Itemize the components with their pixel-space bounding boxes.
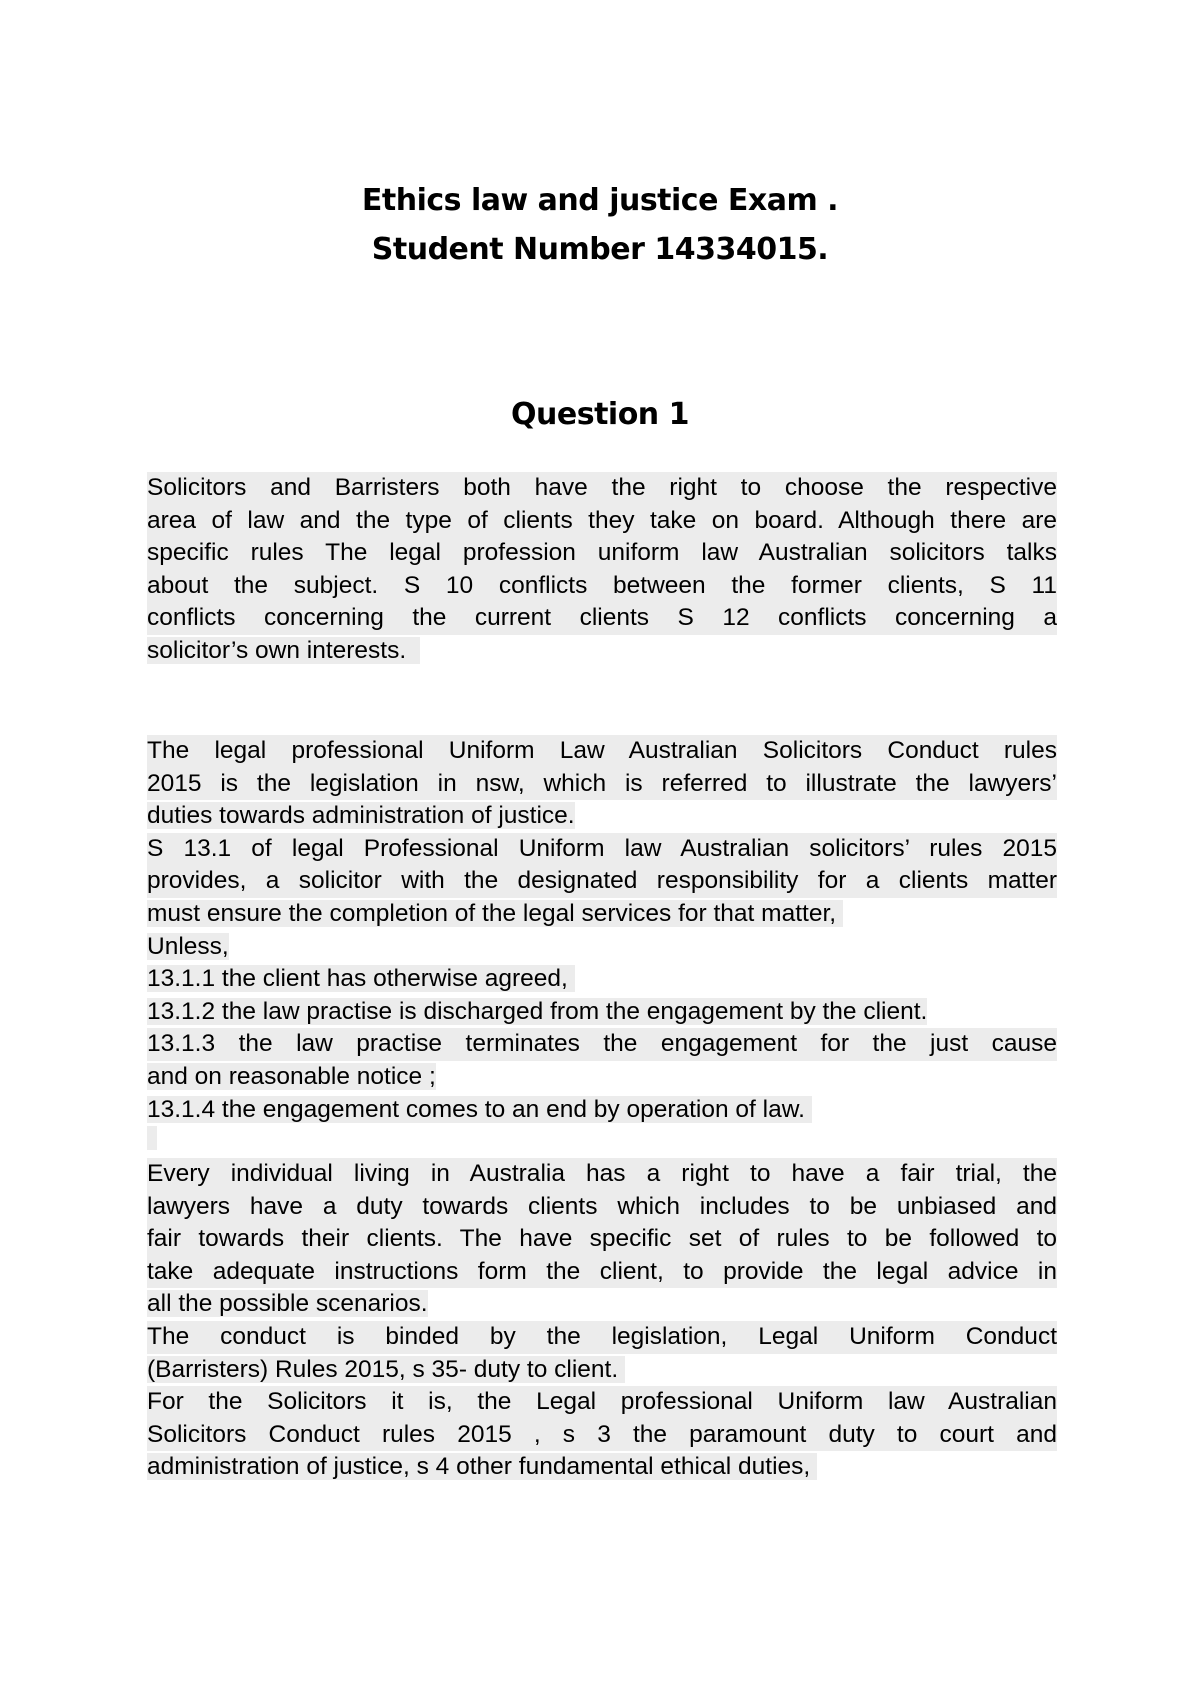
- paragraph-line: take adequate instructions form the client, to provide the legal advice in: [147, 1256, 1057, 1289]
- paragraph-line: Unless,: [147, 932, 229, 960]
- paragraph-line: 13.1.2 the law practise is discharged from the engagement by the client.: [147, 997, 928, 1025]
- paragraph-line: administration of justice, s 4 other fundamental ethical duties,: [147, 1453, 811, 1481]
- paragraph-line: The conduct is binded by the legislation, Legal Uniform Conduct: [147, 1321, 1057, 1354]
- paragraph-line: and on reasonable notice ;: [147, 1062, 436, 1090]
- paragraph-line: For the Solicitors it is, the Legal professional Uniform law Australian: [147, 1386, 1057, 1419]
- paragraph-line: (Barristers) Rules 2015, s 35- duty to client.: [147, 1355, 619, 1383]
- paragraph-line: area of law and the type of clients they take on board. Although there are: [147, 505, 1057, 538]
- paragraph-line: 13.1.3 the law practise terminates the engagement for the just cause: [147, 1028, 1057, 1061]
- paragraph-line: fair towards their clients. The have specific set of rules to be followed to: [147, 1223, 1057, 1256]
- paragraph-2: [147, 735, 1057, 1150]
- student-number: Student Number 14334015.: [371, 232, 829, 267]
- paragraph-line: The legal professional Uniform Law Australian Solicitors Conduct rules: [147, 735, 1057, 768]
- paragraph-line: lawyers have a duty towards clients which includes to be unbiased and: [147, 1191, 1057, 1224]
- paragraph-line: duties towards administration of justice.: [147, 802, 575, 830]
- paragraph-line: provides, a solicitor with the designated responsibility for a clients matter: [147, 865, 1057, 898]
- paragraph-line: conflicts concerning the current clients S 12 conflicts concerning a: [147, 602, 1057, 635]
- paragraph-line: Solicitors Conduct rules 2015 , s 3 the paramount duty to court and: [147, 1419, 1057, 1452]
- paragraph-line: S 13.1 of legal Professional Uniform law Australian solicitors’ rules 2015: [147, 833, 1057, 866]
- paragraph-line: 13.1.1 the client has otherwise agreed,: [147, 965, 568, 993]
- paragraph-3: [147, 1158, 1057, 1484]
- paragraph-line: solicitor’s own interests.: [147, 636, 407, 664]
- paragraph-line: Every individual living in Australia has a right to have a fair trial, the: [147, 1158, 1057, 1191]
- paragraph-line: 13.1.4 the engagement comes to an end by operation of law.: [147, 1095, 805, 1123]
- paragraph-line: all the possible scenarios.: [147, 1290, 428, 1318]
- question-heading: Question 1: [511, 397, 689, 432]
- paragraph-1: [147, 472, 1057, 668]
- paragraph-line: Solicitors and Barristers both have the right to choose the respective: [147, 472, 1057, 505]
- paragraph-line: specific rules The legal profession uniform law Australian solicitors talks: [147, 537, 1057, 570]
- exam-title: Ethics law and justice Exam .: [361, 183, 839, 218]
- highlight-gap: [147, 1126, 157, 1150]
- paragraph-line: must ensure the completion of the legal services for that matter,: [147, 899, 837, 927]
- paragraph-line: about the subject. S 10 conflicts between the former clients, S 11: [147, 570, 1057, 603]
- paragraph-line: 2015 is the legislation in nsw, which is referred to illustrate the lawyers’: [147, 768, 1057, 801]
